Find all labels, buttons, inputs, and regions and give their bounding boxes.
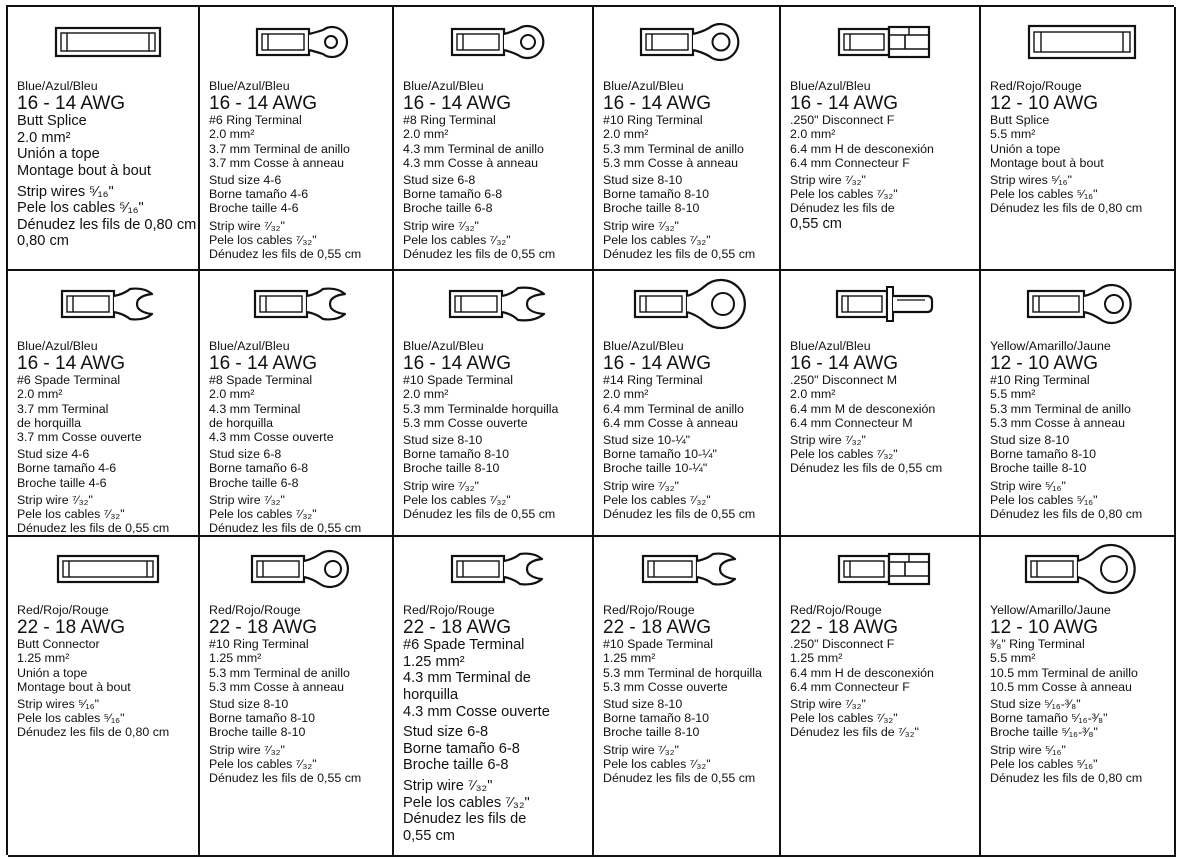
butt-splice-icon — [53, 22, 163, 62]
stud-size: Stud size 10-¼" — [603, 433, 691, 448]
strip-instruction: Pele los cables ⁷⁄₃₂" — [603, 492, 711, 507]
cell-2-6 — [981, 271, 1176, 537]
description: 2.0 mm² — [209, 127, 255, 142]
description: #8 Spade Terminal — [209, 373, 313, 388]
stud-size: Broche taille 10-¼" — [603, 461, 708, 476]
cell-3-1 — [8, 537, 200, 857]
wire-gauge: 22 - 18 AWG — [403, 617, 512, 639]
description: de horquilla — [209, 415, 274, 430]
ring-terminal-icon — [251, 22, 351, 62]
strip-instruction: Dénudez les fils de 0,55 cm — [603, 247, 756, 262]
description: 1.25 mm² — [790, 651, 843, 666]
description: 6.4 mm H de desconexión — [790, 665, 934, 680]
description: 4.3 mm Cosse ouverte — [403, 703, 550, 720]
cell-1-2 — [200, 7, 394, 271]
description: 5.5 mm² — [990, 387, 1036, 402]
description: 3.7 mm Terminal — [17, 401, 109, 416]
stud-size: Stud size 8-10 — [403, 433, 483, 448]
spade-terminal-icon — [639, 549, 743, 589]
color-code: Blue/Azul/Bleu — [790, 339, 871, 353]
description: 3.7 mm Cosse à anneau — [209, 155, 344, 170]
description: #6 Ring Terminal — [209, 113, 302, 128]
strip-instruction: Pele los cables ⁷⁄₃₂" — [790, 711, 898, 726]
stud-size: Borne tamaño 8-10 — [603, 187, 710, 202]
description: 2.0 mm² — [790, 387, 836, 402]
strip-instruction: Pele los cables ⁷⁄₃₂" — [603, 232, 711, 247]
description: #10 Ring Terminal — [990, 373, 1090, 388]
wire-gauge: 16 - 14 AWG — [790, 93, 899, 115]
stud-size: Stud size 6-8 — [403, 173, 476, 188]
description: 5.5 mm² — [990, 651, 1036, 666]
description: 5.3 mm Terminal de anillo — [990, 401, 1131, 416]
description: 5.3 mm Cosse à anneau — [603, 155, 738, 170]
spade-terminal-icon — [58, 284, 158, 324]
description: 2.0 mm² — [209, 387, 255, 402]
strip-instruction: 0,55 cm — [403, 827, 455, 844]
description: 2.0 mm² — [403, 387, 449, 402]
strip-instruction: Strip wire ⁷⁄₃₂" — [603, 742, 679, 757]
strip-instruction: Dénudez les fils de 0,55 cm — [403, 507, 556, 522]
strip-instruction: Dénudez les fils de 0,55 cm — [209, 247, 362, 262]
description: 1.25 mm² — [209, 651, 262, 666]
strip-instruction: Pele los cables ⁷⁄₃₂" — [209, 232, 317, 247]
strip-instruction: Pele los cables ⁵⁄₁₆" — [990, 756, 1098, 771]
strip-instruction: Strip wire ⁷⁄₃₂" — [603, 478, 679, 493]
cell-3-3 — [394, 537, 594, 857]
cell-3-4 — [594, 537, 781, 857]
stud-size: Stud size ⁵⁄₁₆-³⁄₈" — [990, 697, 1081, 712]
stud-size: Broche taille 8-10 — [603, 725, 700, 740]
ring-terminal-icon — [635, 20, 747, 64]
stud-size: Stud size 8-10 — [603, 173, 683, 188]
description: 2.0 mm² — [17, 387, 63, 402]
cell-2-4 — [594, 271, 781, 537]
spade-terminal-icon — [448, 549, 548, 589]
strip-instruction: Dénudez les fils de 0,80 cm — [990, 507, 1143, 522]
description: Butt Splice — [990, 113, 1050, 128]
stud-size: Borne tamaño 6-8 — [403, 187, 503, 202]
description: 4.3 mm Cosse à anneau — [403, 155, 538, 170]
spade-terminal-icon — [446, 283, 550, 325]
description: #6 Spade Terminal — [17, 373, 121, 388]
description: 4.3 mm Terminal de anillo — [403, 141, 544, 156]
strip-instruction: Dénudez les fils de 0,80 cm — [990, 771, 1143, 786]
stud-size: Stud size 8-10 — [603, 697, 683, 712]
stud-size: Borne tamaño ⁵⁄₁₆-³⁄₈" — [990, 711, 1108, 726]
cell-3-2 — [200, 537, 394, 857]
strip-instruction: Pele los cables ⁷⁄₃₂" — [403, 794, 530, 811]
cell-3-6 — [981, 537, 1176, 857]
stud-size: Broche taille 6-8 — [209, 475, 299, 490]
description: 4.3 mm Cosse ouverte — [209, 430, 334, 445]
strip-instruction: Dénudez les fils de 0,80 cm — [990, 201, 1143, 216]
description: 5.3 mm Terminal de horquilla — [603, 665, 762, 680]
cell-1-6 — [981, 7, 1176, 271]
stud-size: Broche taille 4-6 — [17, 475, 107, 490]
ring-terminal-icon — [629, 277, 753, 331]
cell-1-5 — [781, 7, 981, 271]
description: 2.0 mm² — [17, 129, 71, 146]
description: Unión a tope — [17, 665, 88, 680]
stud-size: Borne tamaño 4-6 — [209, 187, 309, 202]
description: horquilla — [403, 686, 459, 703]
description: Montage bout à bout — [990, 155, 1104, 170]
stud-size: Stud size 6-8 — [209, 447, 282, 462]
strip-instruction: Strip wire ⁷⁄₃₂" — [790, 433, 866, 448]
description: ³⁄₈" Ring Terminal — [990, 637, 1085, 652]
strip-instruction: Strip wire ⁷⁄₃₂" — [17, 492, 93, 507]
butt-splice-icon — [55, 551, 161, 587]
stud-size: Borne tamaño 4-6 — [17, 461, 117, 476]
color-code: Red/Rojo/Rouge — [209, 603, 301, 617]
color-code: Blue/Azul/Bleu — [17, 339, 98, 353]
description: #8 Ring Terminal — [403, 113, 496, 128]
description: 6.4 mm Connecteur F — [790, 155, 910, 170]
stud-size: Borne tamaño 6-8 — [403, 740, 520, 757]
wire-gauge: 16 - 14 AWG — [603, 353, 712, 375]
stud-size: Broche taille 8-10 — [990, 461, 1087, 476]
strip-instruction: Pele los cables ⁷⁄₃₂" — [17, 507, 125, 522]
description: de horquilla — [17, 415, 82, 430]
strip-instruction: Strip wires ⁵⁄₁₆" — [17, 697, 100, 712]
wire-gauge: 16 - 14 AWG — [209, 93, 318, 115]
description: #10 Spade Terminal — [603, 637, 713, 652]
wire-gauge: 12 - 10 AWG — [990, 617, 1099, 639]
description: #14 Ring Terminal — [603, 373, 703, 388]
description: #6 Spade Terminal — [403, 637, 525, 654]
color-code: Blue/Azul/Bleu — [403, 79, 484, 93]
wire-gauge: 16 - 14 AWG — [17, 93, 126, 115]
description: 4.3 mm Terminal de — [403, 670, 531, 687]
description: 6.4 mm Connecteur M — [790, 415, 913, 430]
strip-instruction: Pele los cables ⁷⁄₃₂" — [209, 507, 317, 522]
wire-gauge: 22 - 18 AWG — [790, 617, 899, 639]
description: 1.25 mm² — [17, 651, 70, 666]
description: 5.3 mm Cosse ouverte — [603, 679, 728, 694]
spade-terminal-icon — [251, 284, 351, 324]
color-code: Blue/Azul/Bleu — [403, 339, 484, 353]
description: .250" Disconnect F — [790, 113, 895, 128]
ring-terminal-icon — [246, 548, 356, 590]
color-code: Yellow/Amarillo/Jaune — [990, 603, 1111, 617]
cell-2-1 — [8, 271, 200, 537]
female-disconnect-icon — [835, 22, 935, 62]
description: 2.0 mm² — [790, 127, 836, 142]
wire-gauge: 16 - 14 AWG — [403, 353, 512, 375]
color-code: Blue/Azul/Bleu — [209, 339, 290, 353]
strip-instruction: Strip wire ⁷⁄₃₂" — [209, 218, 285, 233]
cell-2-2 — [200, 271, 394, 537]
stud-size: Stud size 4-6 — [209, 173, 282, 188]
description: 5.3 mm Terminal de anillo — [209, 665, 350, 680]
description: 6.4 mm Cosse à anneau — [603, 415, 738, 430]
strip-instruction: Dénudez les fils de 0,55 cm — [603, 771, 756, 786]
description: Montage bout à bout — [17, 679, 131, 694]
wire-gauge: 22 - 18 AWG — [17, 617, 126, 639]
description: Unión a tope — [17, 146, 100, 163]
strip-instruction: Strip wire ⁷⁄₃₂" — [209, 492, 285, 507]
description: 3.7 mm Cosse ouverte — [17, 430, 142, 445]
color-code: Blue/Azul/Bleu — [790, 79, 871, 93]
wire-gauge: 16 - 14 AWG — [790, 353, 899, 375]
wire-gauge: 12 - 10 AWG — [990, 93, 1099, 115]
stud-size: Borne tamaño 8-10 — [603, 711, 710, 726]
strip-instruction: Pele los cables ⁵⁄₁₆" — [17, 711, 125, 726]
cell-3-5 — [781, 537, 981, 857]
strip-instruction: Strip wire ⁷⁄₃₂" — [790, 173, 866, 188]
description: 5.3 mm Cosse ouverte — [403, 415, 528, 430]
female-disconnect-icon — [835, 549, 935, 589]
color-code: Red/Rojo/Rouge — [790, 603, 882, 617]
stud-size: Borne tamaño 8-10 — [990, 447, 1097, 462]
male-disconnect-icon — [833, 284, 937, 324]
description: 6.4 mm H de desconexión — [790, 141, 934, 156]
strip-instruction: Dénudez les fils de 0,55 cm — [603, 507, 756, 522]
description: 6.4 mm M de desconexión — [790, 401, 936, 416]
strip-instruction: Dénudez les fils de 0,55 cm — [403, 247, 556, 262]
stud-size: Stud size 4-6 — [17, 447, 90, 462]
stud-size: Broche taille 4-6 — [209, 201, 299, 216]
color-code: Yellow/Amarillo/Jaune — [990, 339, 1111, 353]
description: 6.4 mm Terminal de anillo — [603, 401, 744, 416]
description: #10 Spade Terminal — [403, 373, 513, 388]
color-code: Red/Rojo/Rouge — [603, 603, 695, 617]
cell-1-3 — [394, 7, 594, 271]
strip-instruction: 0,55 cm — [790, 215, 842, 232]
strip-instruction: Strip wire ⁷⁄₃₂" — [209, 742, 285, 757]
strip-instruction: Dénudez les fils de 0,55 cm — [209, 521, 362, 536]
strip-instruction: Strip wires ⁵⁄₁₆" — [17, 183, 114, 200]
ring-terminal-icon — [1022, 281, 1142, 327]
description: .250" Disconnect M — [790, 373, 898, 388]
stud-size: Broche taille 6-8 — [403, 201, 493, 216]
description: 2.0 mm² — [603, 387, 649, 402]
stud-size: Borne tamaño 10-¼" — [603, 447, 717, 462]
strip-instruction: Dénudez les fils de ⁷⁄₃₂" — [790, 725, 919, 740]
strip-instruction: Dénudez les fils de 0,80 cm — [17, 725, 170, 740]
description: 1.25 mm² — [403, 653, 465, 670]
description: #10 Ring Terminal — [603, 113, 703, 128]
color-code: Blue/Azul/Bleu — [209, 79, 290, 93]
description: Butt Splice — [17, 113, 87, 130]
wire-gauge: 22 - 18 AWG — [209, 617, 318, 639]
cell-2-5 — [781, 271, 981, 537]
strip-instruction: Strip wire ⁷⁄₃₂" — [403, 218, 479, 233]
description: 10.5 mm Cosse à anneau — [990, 679, 1132, 694]
strip-instruction: Pele los cables ⁷⁄₃₂" — [403, 492, 511, 507]
description: 5.3 mm Terminal de anillo — [603, 141, 744, 156]
strip-instruction: Strip wires ⁵⁄₁₆" — [990, 173, 1073, 188]
strip-instruction: 0,80 cm — [17, 233, 69, 250]
description: Butt Connector — [17, 637, 100, 652]
strip-instruction: Strip wire ⁷⁄₃₂" — [403, 777, 493, 794]
color-code: Red/Rojo/Rouge — [403, 603, 495, 617]
description: 5.3 mm Terminalde horquilla — [403, 401, 559, 416]
strip-instruction: Dénudez les fils de 0,55 cm — [209, 771, 362, 786]
color-code: Blue/Azul/Bleu — [603, 79, 684, 93]
strip-instruction: Pele los cables ⁵⁄₁₆" — [990, 492, 1098, 507]
strip-instruction: Pele los cables ⁷⁄₃₂" — [790, 187, 898, 202]
strip-instruction: Pele los cables ⁷⁄₃₂" — [603, 756, 711, 771]
strip-instruction: Strip wire ⁵⁄₁₆" — [990, 478, 1066, 493]
stud-size: Borne tamaño 6-8 — [209, 461, 309, 476]
strip-instruction: Dénudez les fils de 0,55 cm — [790, 461, 943, 476]
wire-gauge: 16 - 14 AWG — [209, 353, 318, 375]
stud-size: Stud size 8-10 — [209, 697, 289, 712]
stud-size: Stud size 6-8 — [403, 724, 489, 741]
strip-instruction: Pele los cables ⁵⁄₁₆" — [17, 200, 144, 217]
description: 5.3 mm Cosse à anneau — [209, 679, 344, 694]
description: 5.3 mm Cosse à anneau — [990, 415, 1125, 430]
strip-instruction: Strip wire ⁵⁄₁₆" — [990, 742, 1066, 757]
description: 2.0 mm² — [603, 127, 649, 142]
cell-1-4 — [594, 7, 781, 271]
stud-size: Borne tamaño 8-10 — [403, 447, 510, 462]
stud-size: Broche taille ⁵⁄₁₆-³⁄₈" — [990, 725, 1098, 740]
wire-gauge: 22 - 18 AWG — [603, 617, 712, 639]
description: 4.3 mm Terminal — [209, 401, 301, 416]
cell-2-3 — [394, 271, 594, 537]
stud-size: Borne tamaño 8-10 — [209, 711, 316, 726]
stud-size: Broche taille 8-10 — [209, 725, 306, 740]
color-code: Blue/Azul/Bleu — [603, 339, 684, 353]
stud-size: Broche taille 6-8 — [403, 757, 509, 774]
ring-terminal-icon — [1020, 542, 1144, 596]
description: #10 Ring Terminal — [209, 637, 309, 652]
color-code: Red/Rojo/Rouge — [17, 603, 109, 617]
description: 5.5 mm² — [990, 127, 1036, 142]
strip-instruction: Dénudez les fils de 0,80 cm — [17, 216, 197, 233]
description: 10.5 mm Terminal de anillo — [990, 665, 1138, 680]
description: 3.7 mm Terminal de anillo — [209, 141, 350, 156]
strip-instruction: Pele los cables ⁷⁄₃₂" — [209, 756, 317, 771]
description: Montage bout à bout — [17, 162, 151, 179]
butt-splice-icon — [1026, 21, 1138, 63]
strip-instruction: Dénudez les fils de — [403, 811, 527, 828]
description: 2.0 mm² — [403, 127, 449, 142]
strip-instruction: Strip wire ⁷⁄₃₂" — [603, 218, 679, 233]
stud-size: Stud size 8-10 — [990, 433, 1070, 448]
strip-instruction: Strip wire ⁷⁄₃₂" — [403, 478, 479, 493]
strip-instruction: Pele los cables ⁷⁄₃₂" — [790, 447, 898, 462]
wire-gauge: 16 - 14 AWG — [403, 93, 512, 115]
terminal-chart — [6, 5, 1174, 855]
description: 6.4 mm Connecteur F — [790, 679, 910, 694]
strip-instruction: Pele los cables ⁵⁄₁₆" — [990, 187, 1098, 202]
cell-1-1 — [8, 7, 200, 271]
wire-gauge: 16 - 14 AWG — [17, 353, 126, 375]
strip-instruction: Pele los cables ⁷⁄₃₂" — [403, 232, 511, 247]
stud-size: Broche taille 8-10 — [603, 201, 700, 216]
stud-size: Broche taille 8-10 — [403, 461, 500, 476]
strip-instruction: Strip wire ⁷⁄₃₂" — [790, 697, 866, 712]
color-code: Red/Rojo/Rouge — [990, 79, 1082, 93]
description: .250" Disconnect F — [790, 637, 895, 652]
description: Unión a tope — [990, 141, 1061, 156]
ring-terminal-icon — [446, 21, 550, 63]
color-code: Blue/Azul/Bleu — [17, 79, 98, 93]
wire-gauge: 12 - 10 AWG — [990, 353, 1099, 375]
wire-gauge: 16 - 14 AWG — [603, 93, 712, 115]
description: 1.25 mm² — [603, 651, 656, 666]
strip-instruction: Dénudez les fils de 0,55 cm — [17, 521, 170, 536]
strip-instruction: Dénudez les fils de — [790, 201, 895, 216]
